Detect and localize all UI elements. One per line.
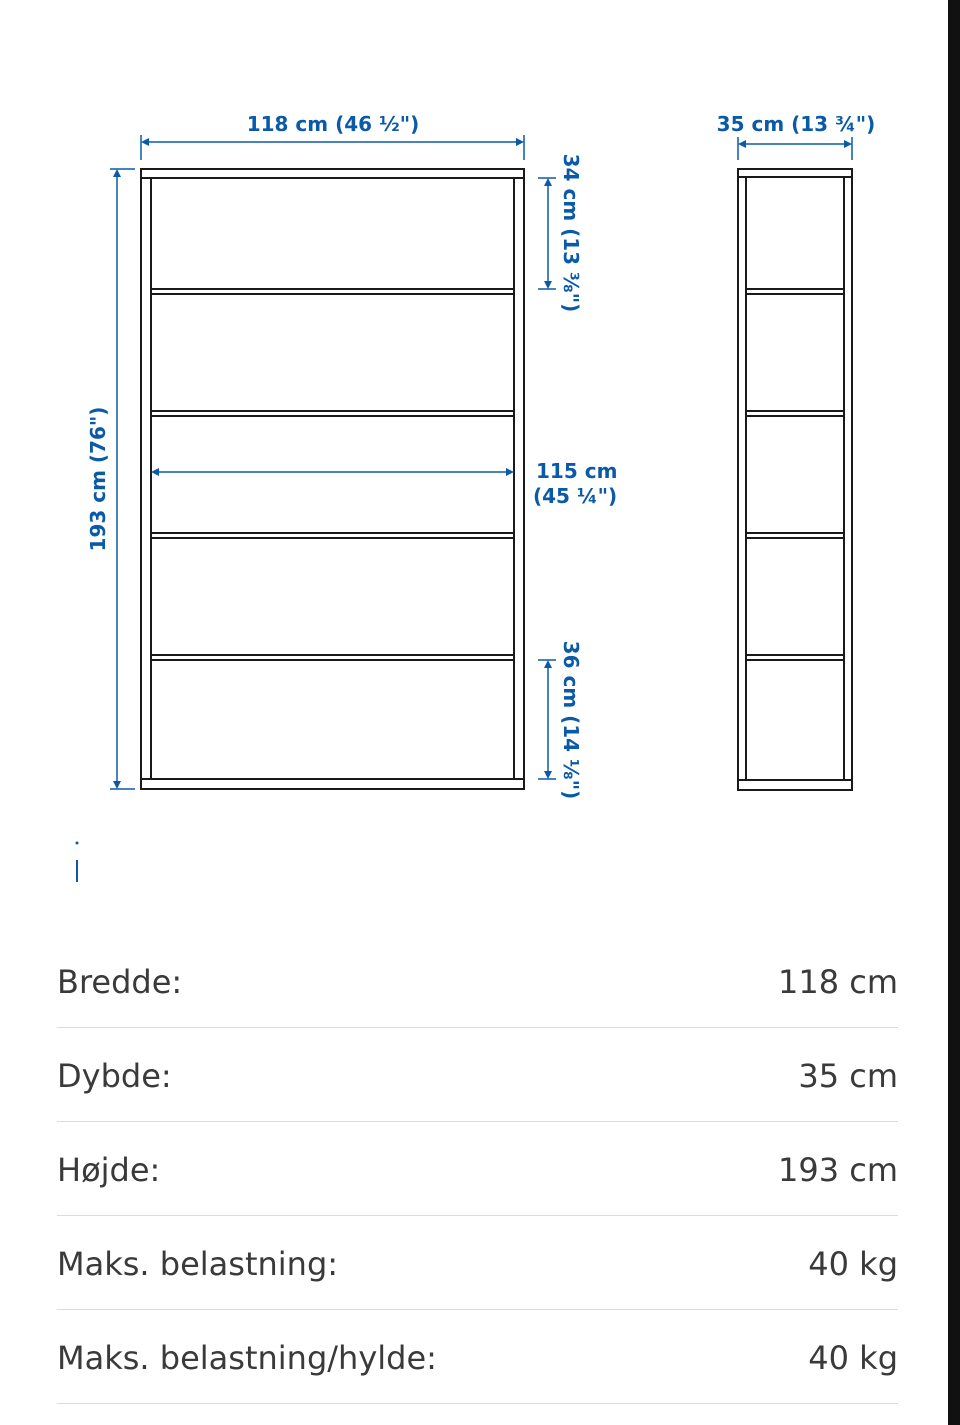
side-shelf-4 xyxy=(746,655,844,660)
screen-edge-bar xyxy=(948,0,960,1425)
spec-label: Dybde: xyxy=(57,1056,172,1095)
spec-label: Maks. belastning/hylde: xyxy=(57,1338,437,1377)
spec-value: 193 cm xyxy=(777,1150,898,1189)
bottom-space-label: 36 cm (14 ⅛") xyxy=(559,640,583,800)
spec-row-height xyxy=(57,1122,898,1216)
spec-row-depth xyxy=(57,1028,898,1122)
spec-value: 35 cm xyxy=(798,1056,898,1095)
specifications-list xyxy=(57,934,898,1404)
inner-width-label-line2: (45 ¼") xyxy=(533,484,618,508)
spec-label: Maks. belastning: xyxy=(57,1244,339,1283)
front-view xyxy=(141,169,524,789)
front-shelf-3 xyxy=(151,533,514,538)
spec-row-max-load-per-shelf xyxy=(57,1310,898,1404)
side-front-edge xyxy=(738,177,746,780)
spec-label: Højde: xyxy=(57,1150,161,1189)
dimension-lines xyxy=(76,135,853,882)
front-right-side xyxy=(514,178,524,779)
side-shelf-1 xyxy=(746,289,844,294)
front-width-label: 118 cm (46 ½") xyxy=(246,112,420,136)
depth-label: 35 cm (13 ¾") xyxy=(716,112,876,136)
side-top-panel xyxy=(738,169,852,177)
front-left-side xyxy=(141,178,151,779)
spec-value: 40 kg xyxy=(808,1338,898,1377)
inner-width-label-line1: 115 cm xyxy=(536,459,618,483)
spec-label: Bredde: xyxy=(57,962,183,1001)
spec-value: 40 kg xyxy=(808,1244,898,1283)
front-top-panel xyxy=(141,169,524,178)
spec-row-max-load xyxy=(57,1216,898,1310)
side-shelf-2 xyxy=(746,411,844,416)
front-shelf-2 xyxy=(151,411,514,416)
stray-dot-mark xyxy=(76,842,79,845)
spec-value: 118 cm xyxy=(777,962,898,1001)
top-space-label: 34 cm (13 ⅜") xyxy=(559,153,583,313)
spec-row-width xyxy=(57,934,898,1028)
front-shelf-1 xyxy=(151,289,514,294)
front-shelf-4 xyxy=(151,655,514,660)
height-label: 193 cm (76") xyxy=(86,406,110,552)
side-view xyxy=(738,169,852,790)
side-plinth xyxy=(738,780,852,790)
side-back-edge xyxy=(844,177,852,780)
side-shelf-3 xyxy=(746,533,844,538)
front-plinth xyxy=(141,779,524,789)
